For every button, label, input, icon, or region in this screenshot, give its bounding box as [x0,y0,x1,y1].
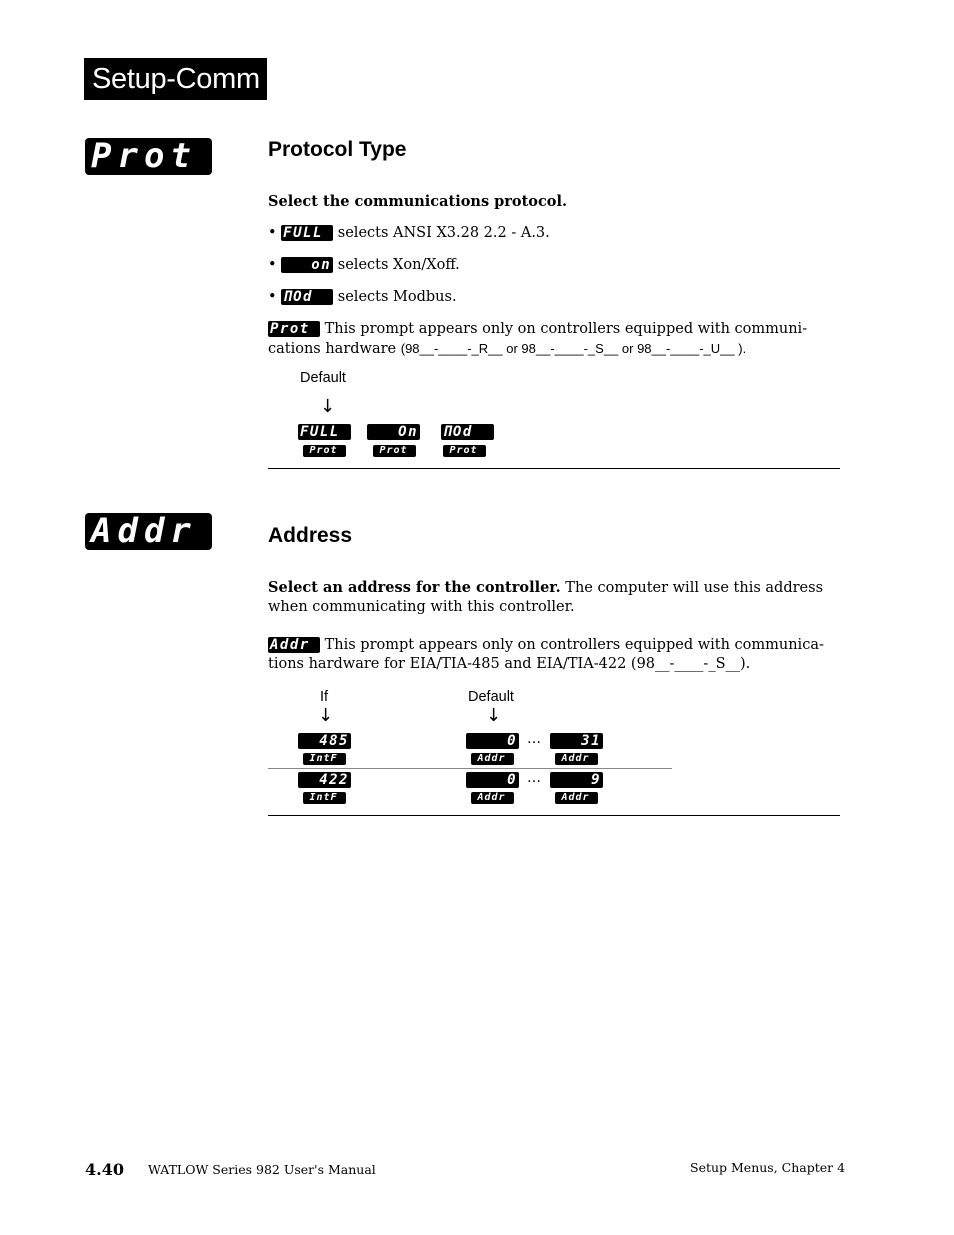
protocol-divider [268,468,840,469]
address-default-label: Default [468,689,514,705]
intf-422-display: 422 [298,772,351,788]
diagram-mod-display: ΠOd [441,424,494,440]
address-heading: Address [268,524,353,547]
addr-max-display: 9 [550,772,603,788]
address-instruction-rest: The computer will use this address [565,580,824,596]
addr-min-display: 0 [466,772,519,788]
prot-display-icon: Prot [85,138,212,175]
protocol-default-label: Default [300,370,346,386]
diagram-prot-display: Prot [373,445,416,457]
chapter-title: Setup Menus, Chapter 4 [690,1160,846,1175]
address-divider [268,815,840,816]
addr-min-display: 0 [466,733,519,749]
address-if-label: If [320,689,329,705]
on-display-icon: on [281,257,333,273]
full-display-icon: FULL [281,225,333,241]
address-instruction-bold: Select an address for the controller. [268,579,561,596]
address-default-arrow: ↓ [486,705,502,726]
diagram-full-display: FULL [298,424,351,440]
protocol-heading: Protocol Type [268,138,407,161]
manual-title: WATLOW Series 982 User's Manual [148,1162,376,1177]
intf-label-display: IntF [303,753,346,765]
addr-param-display: Addr [471,792,514,804]
diagram-prot-display: Prot [303,445,346,457]
protocol-option-mod: • ΠOd selects Modbus. [268,289,457,305]
addr-max-display: 31 [550,733,603,749]
protocol-note-models: (98__-____-_R__ or 98__-____-_S__ or 98__-____-_U__ ). [400,341,747,356]
address-if-arrow: ↓ [318,705,334,726]
range-ellipsis: … [527,731,541,747]
addr-param-display: Addr [555,753,598,765]
addr-display-icon: Addr [85,513,212,550]
addr-param-display: Addr [555,792,598,804]
protocol-instruction: Select the communications protocol. [268,193,568,210]
protocol-option-full: • FULL selects ANSI X3.28 2.2 - A.3. [268,225,550,241]
addr-param-display: Addr [471,753,514,765]
address-row-divider [268,768,672,769]
protocol-option-text: selects ANSI X3.28 2.2 - A.3. [337,225,550,241]
intf-label-display: IntF [303,792,346,804]
protocol-option-text: selects Modbus. [337,289,457,305]
protocol-note [268,320,840,359]
protocol-default-arrow: ↓ [320,396,336,417]
prot-note-icon: Prot [268,321,320,337]
range-ellipsis: … [527,770,541,786]
protocol-option-text: selects Xon/Xoff. [337,257,460,273]
address-note-text2: tions hardware for EIA/TIA-485 and EIA/TIA-422 (98__-____-_S__). [268,656,751,672]
diagram-prot-display: Prot [443,445,486,457]
protocol-note-text2: cations hardware [268,341,397,357]
page-number: 4.40 [85,1160,124,1179]
section-tab: Setup-Comm [84,58,267,100]
addr-note-icon: Addr [268,637,320,653]
mod-display-icon: ΠOd [281,289,333,305]
diagram-on-display: On [367,424,420,440]
protocol-note-text: This prompt appears only on controllers equipped with communi- [324,321,808,337]
intf-485-display: 485 [298,733,351,749]
address-instruction-line2: when communicating with this controller. [268,599,575,615]
address-instruction [268,578,840,617]
address-note [268,636,840,674]
protocol-option-on: • on selects Xon/Xoff. [268,257,460,273]
address-note-text: This prompt appears only on controllers equipped with communica- [324,637,824,653]
